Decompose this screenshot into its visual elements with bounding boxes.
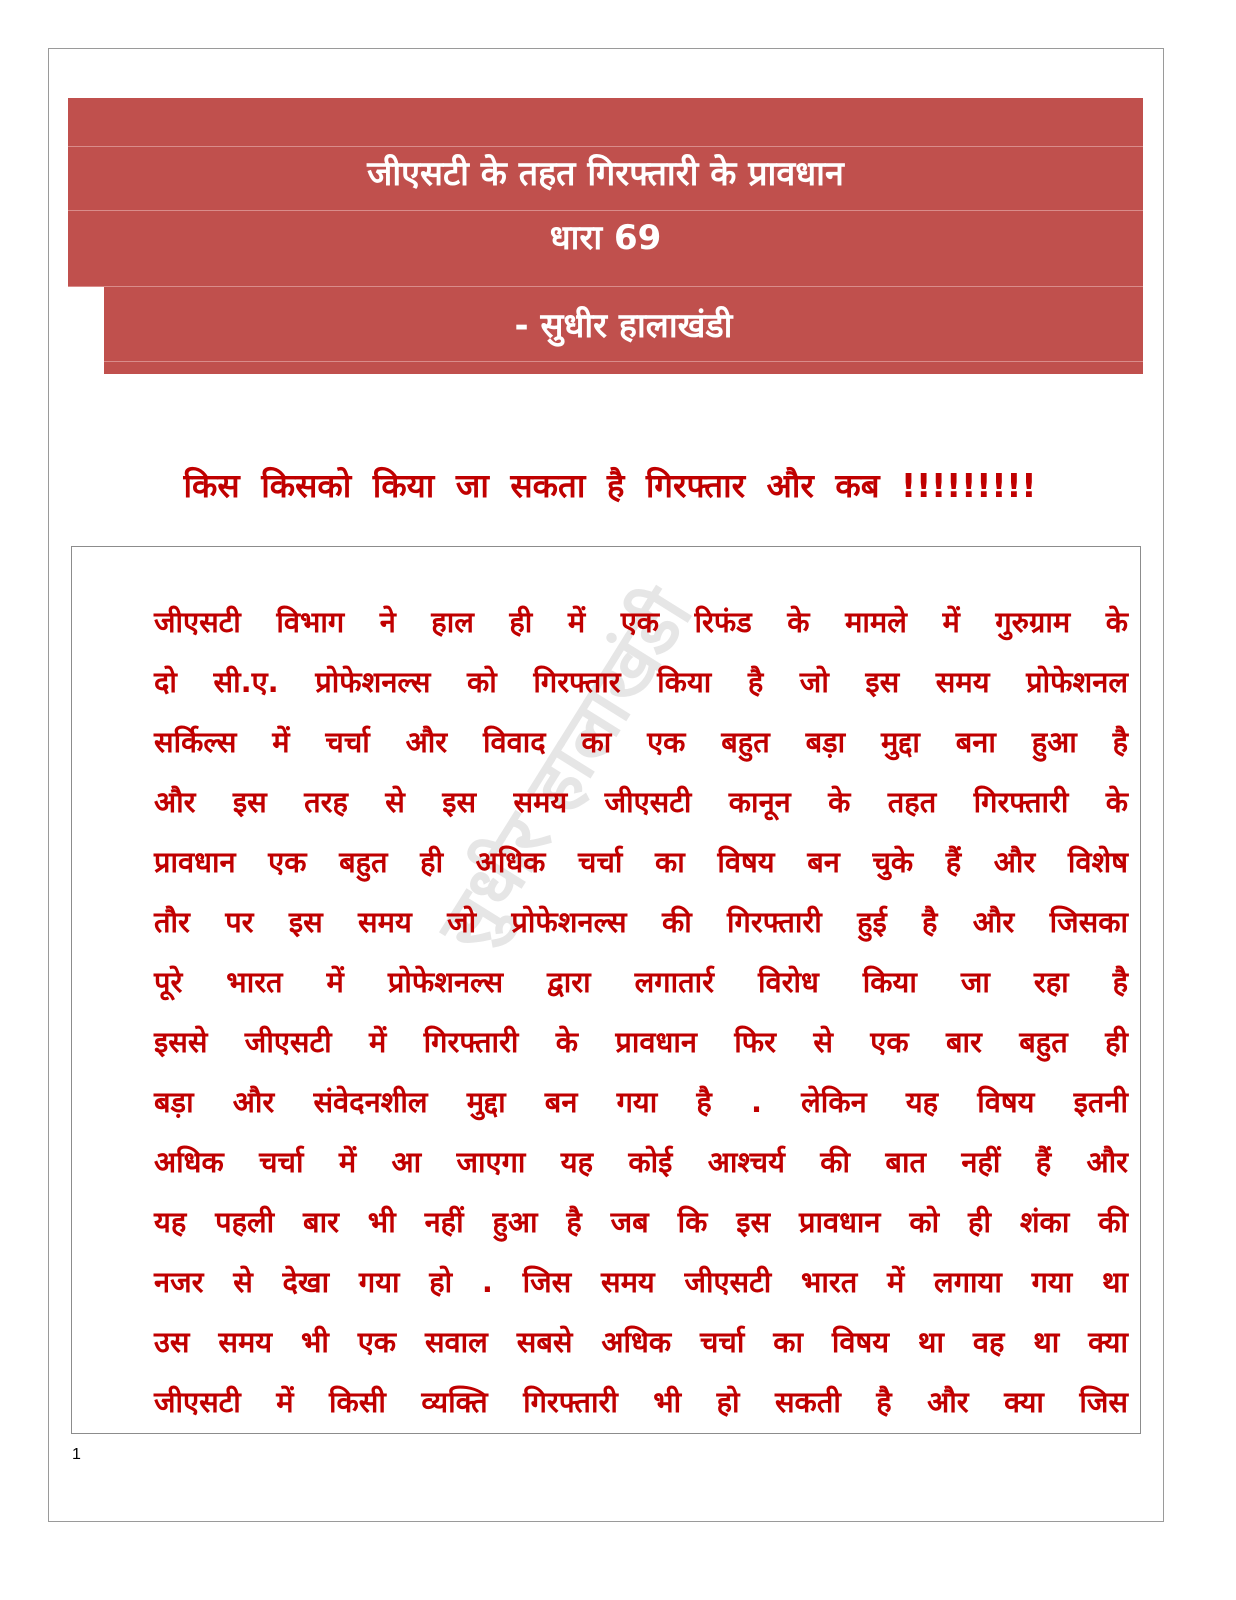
banner-rule xyxy=(104,361,1143,362)
body-line: इससे जीएसटी में गिरफ्तारी के प्रावधान फिर से एक बार बहुत ही xyxy=(154,1025,1128,1059)
body-line: पूरे भारत में प्रोफेशनल्स द्वारा लगातार्र विरोध किया जा रहा है xyxy=(154,965,1128,999)
author-name: - सुधीर हालाखंडी xyxy=(514,306,733,346)
body-line: नजर से देखा गया हो . जिस समय जीएसटी भारत में लगाया गया था xyxy=(154,1265,1128,1299)
body-line: सर्किल्स में चर्चा और विवाद का एक बहुत बड़ा मुद्दा बना हुआ है xyxy=(154,725,1128,759)
section-heading: धारा 69 xyxy=(549,218,662,258)
body-line: और इस तरह से इस समय जीएसटी कानून के तहत गिरफ्तारी के xyxy=(154,785,1128,819)
banner-rule xyxy=(68,286,1143,287)
body-line: प्रावधान एक बहुत ही अधिक चर्चा का विषय बन चुके हैं और विशेष xyxy=(154,845,1128,879)
body-line: तौर पर इस समय जो प्रोफेशनल्स की गिरफ्तारी हुई है और जिसका xyxy=(154,905,1128,939)
body-line: जीएसटी विभाग ने हाल ही में एक रिफंड के मामले में गुरुग्राम के xyxy=(154,605,1128,639)
body-line: जीएसटी में किसी व्यक्ति गिरफ्तारी भी हो सकती है और क्या जिस xyxy=(154,1385,1128,1419)
body-line: यह पहली बार भी नहीं हुआ है जब कि इस प्रावधान को ही शंका की xyxy=(154,1205,1128,1239)
subheading: किस किसको किया जा सकता है गिरफ्तार और कब !!!!!!!!! xyxy=(183,466,1037,505)
document-title: जीएसटी के तहत गिरफ्तारी के प्रावधान xyxy=(367,154,844,194)
body-line: अधिक चर्चा में आ जाएगा यह कोई आश्चर्य की बात नहीं हैं और xyxy=(154,1145,1128,1179)
page-number: 1 xyxy=(72,1446,81,1463)
watermark: सुधीर हालाखंडी xyxy=(421,575,709,965)
body-line: दो सी.ए. प्रोफेशनल्स को गिरफ्तार किया है जो इस समय प्रोफेशनल xyxy=(154,665,1128,699)
body-line: बड़ा और संवेदनशील मुद्दा बन गया है . लेकिन यह विषय इतनी xyxy=(154,1085,1128,1119)
body-line: उस समय भी एक सवाल सबसे अधिक चर्चा का विषय था वह था क्या xyxy=(154,1325,1128,1359)
